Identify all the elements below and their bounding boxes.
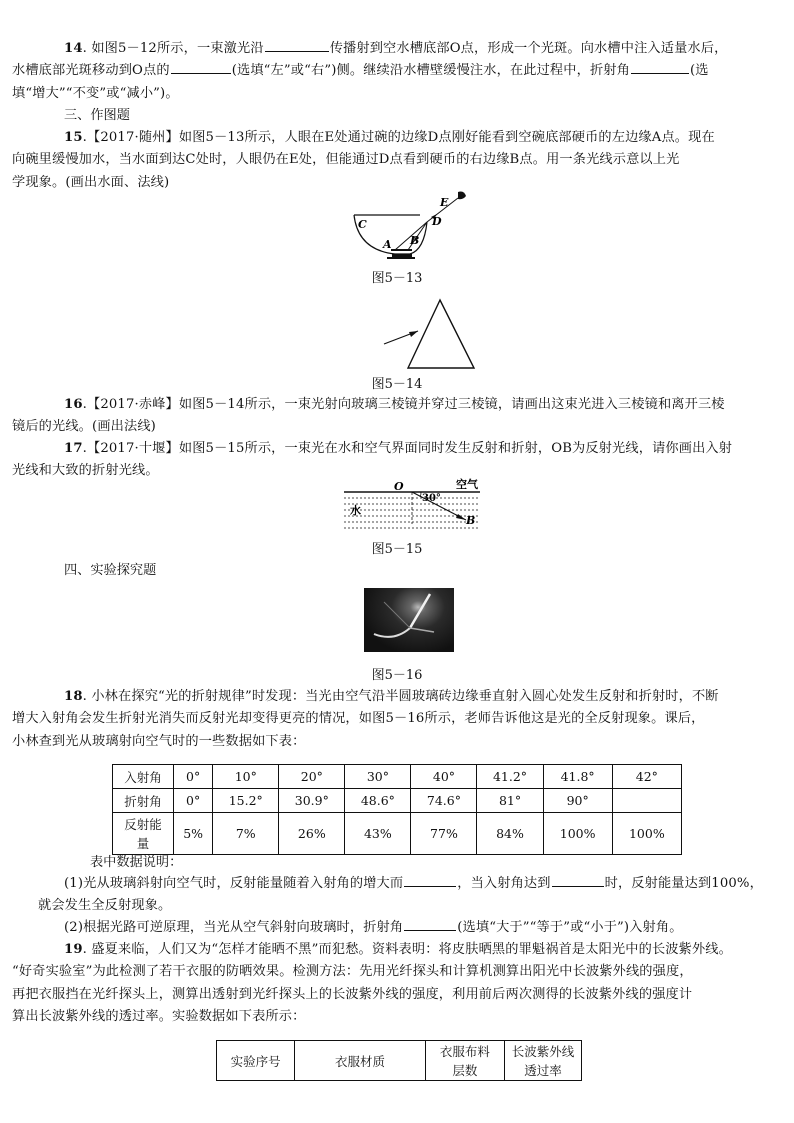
refraction-data-table bbox=[112, 764, 682, 855]
label-B: B bbox=[410, 234, 420, 247]
column-header: 衣服材质 bbox=[295, 1041, 425, 1081]
question-number: 14 bbox=[64, 41, 83, 56]
answer-blank[interactable] bbox=[171, 60, 231, 74]
question-16: 16.【2017·赤峰】如图5－14所示，一束光射向玻璃三棱镜并穿过三棱镜，请画出这束光进入三棱镜和离开三棱 镜后的光线。(画出法线) bbox=[12, 397, 725, 435]
question-15: 15.【2017·随州】如图5－13所示，人眼在E处通过碗的边缘D点刚好能看到空碗底部硬币的左边缘A点。现在 向碗里缓慢加水，当水面到达C处时，人眼仍在E处，但能通过D点看到硬币的右边缘B点。用一条光线示意以上光 学现象。(画出水面、法线) bbox=[12, 130, 715, 190]
answer-blank[interactable] bbox=[404, 873, 456, 887]
table-header-row bbox=[217, 1041, 582, 1081]
column-header: 衣服布料层数 bbox=[425, 1041, 504, 1081]
question-number: 18 bbox=[64, 689, 83, 704]
answer-blank[interactable] bbox=[404, 917, 456, 931]
label-air: 空气 bbox=[456, 478, 478, 491]
question-17: 17.【2017·十堰】如图5－15所示，一束光在水和空气界面同时发生反射和折射，OB为反射光线，请你画出入射 光线和大致的折射光线。 bbox=[12, 441, 733, 479]
label-O: O bbox=[394, 480, 404, 493]
question-number: 17 bbox=[64, 441, 83, 456]
column-header: 实验序号 bbox=[217, 1041, 295, 1081]
answer-blank[interactable] bbox=[552, 873, 604, 887]
section-heading: 三、作图题 bbox=[64, 108, 130, 123]
answer-blank[interactable] bbox=[631, 60, 689, 74]
label-B: B bbox=[466, 514, 476, 527]
label-A: A bbox=[383, 238, 392, 251]
table-note: 表中数据说明： bbox=[90, 855, 183, 870]
figure-caption: 图5－16 bbox=[371, 668, 423, 683]
table-row: 反射能量 5% 7% 26% 43% 77% 84% 100% 100% bbox=[113, 813, 682, 855]
figure-5-13-bowl bbox=[340, 188, 490, 270]
question-number: 19 bbox=[64, 942, 83, 957]
figure-caption: 图5－14 bbox=[371, 377, 423, 392]
question-number: 16 bbox=[64, 397, 83, 412]
table-row: 折射角 0° 15.2° 30.9° 48.6° 74.6° 81° 90° bbox=[113, 789, 682, 813]
label-C: C bbox=[358, 218, 367, 231]
photo-light-rays bbox=[364, 588, 454, 652]
figure-caption: 图5－15 bbox=[371, 542, 423, 557]
question-18-part-2: (2)根据光路可逆原理，当光从空气斜射向玻璃时，折射角 (选填“大于”“等于”或“小于”)入射角。 bbox=[64, 917, 768, 939]
label-D: D bbox=[432, 215, 442, 228]
figure-5-14-prism bbox=[378, 296, 488, 374]
question-19: 19. 盛夏来临，人们又为“怎样才能晒不黑”而犯愁。资料表明：将皮肤晒黑的罪魁祸首是太阳光中的长波紫外线。 “好奇实验室”为此检测了若干衣服的防晒效果。检测方法：先用光纤探头和计算机测算出阳光中长波紫外线的强度， 再把衣服挡在光纤探头上，测算出透射到光纤探头上的长波紫外线的强度，利用前后两次测得的长波紫外线的强度计 算出长波紫外线的透过率。实验数据如下表所示： bbox=[12, 942, 732, 1025]
table-row: 入射角 0° 10° 20° 30° 40° 41.2° 41.8° 42° bbox=[113, 765, 682, 789]
answer-blank[interactable] bbox=[265, 38, 329, 52]
question-14: 14. 如图5－12所示，一束激光沿 传播射到空水槽底部O点，形成一个光斑。向水槽中注入适量水后， 水槽底部光斑移动到O点的 (选填“左”或“右”)侧。继续沿水槽壁缓慢注水，在此过程中，折射角 (选 填“增大”“不变”或“减小”)。 bbox=[38, 38, 768, 105]
figure-caption: 图5－13 bbox=[371, 271, 423, 286]
question-18: 18. 小林在探究“光的折射规律”时发现：当光由空气沿半圆玻璃砖边缘垂直射入圆心处发生反射和折射时，不断 增大入射角会发生折射光消失而反射光却变得更亮的情况，如图5－16所示，老师告诉他这是光的全反射现象。课后， 小林查到光从玻璃射向空气时的一些数据如下表： bbox=[12, 689, 719, 749]
uv-data-table bbox=[216, 1040, 582, 1081]
section-heading: 四、实验探究题 bbox=[64, 563, 157, 578]
label-water: 水 bbox=[350, 504, 361, 517]
label-angle: 30° bbox=[422, 493, 441, 504]
label-E: E bbox=[440, 196, 449, 209]
column-header: 长波紫外线透过率 bbox=[505, 1041, 582, 1081]
figure-5-16-photo bbox=[364, 588, 454, 652]
question-number: 15 bbox=[64, 130, 83, 145]
figure-5-15-interface bbox=[342, 478, 484, 540]
question-18-part-1: (1)光从玻璃斜射向空气时，反射能量随着入射角的增大而 ，当入射角达到 时，反射能量达到100%， 就会发生全反射现象。 bbox=[64, 873, 768, 918]
